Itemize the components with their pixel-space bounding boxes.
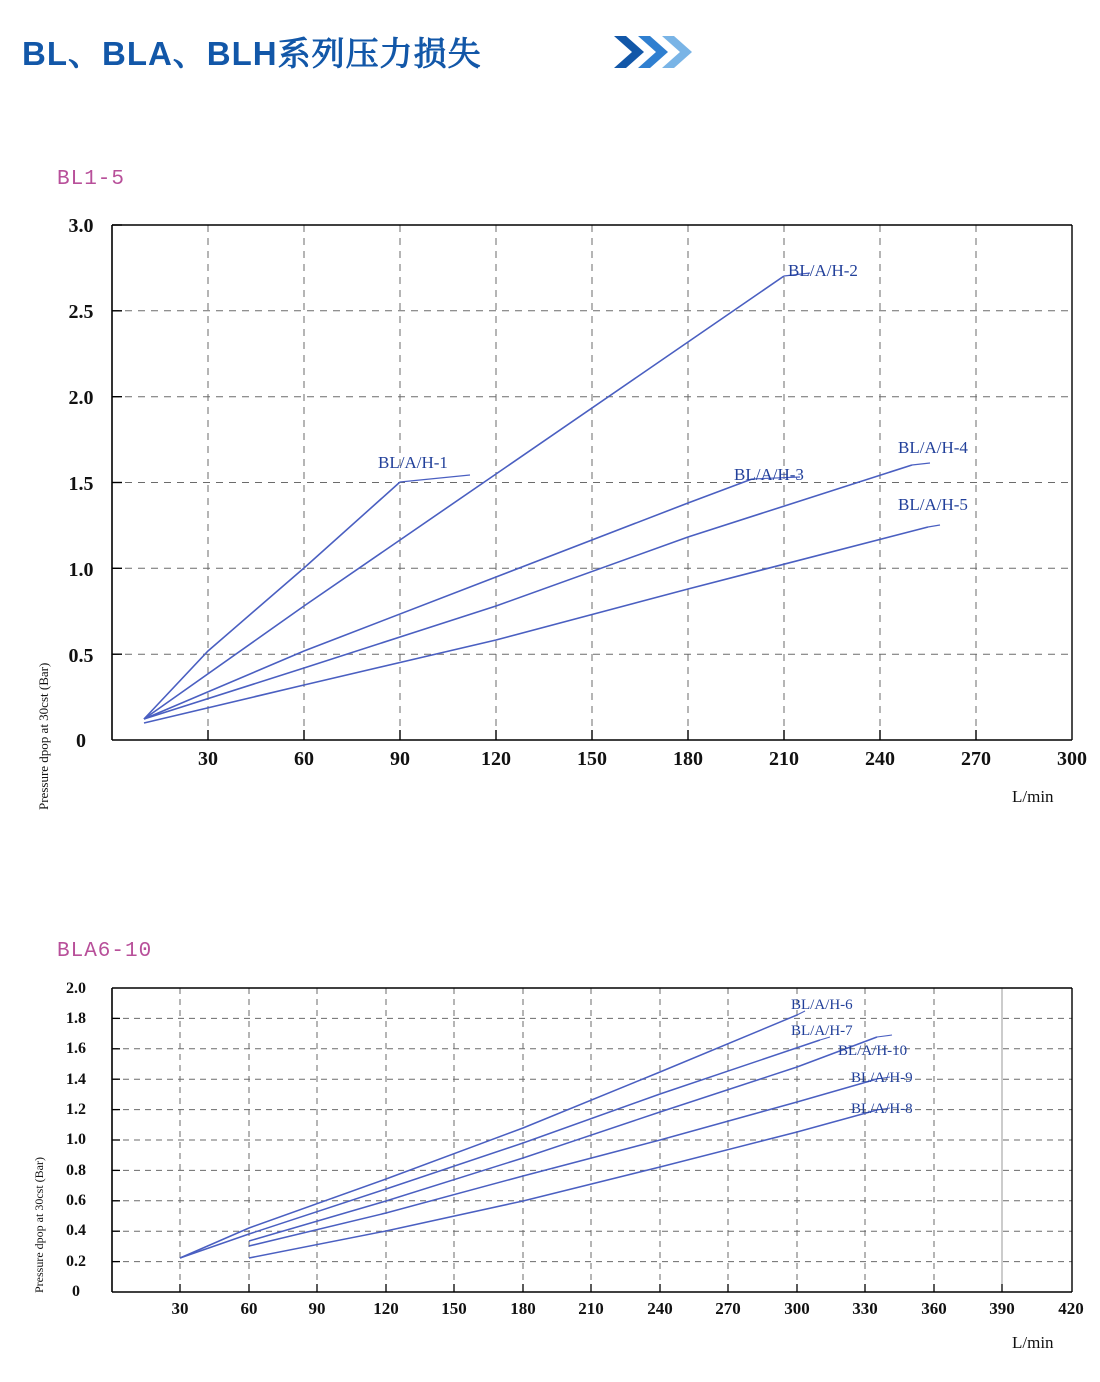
chart-1-ytick-1-0: 1.0 bbox=[68, 559, 94, 581]
chart-2-xtick-60: 60 bbox=[240, 1299, 258, 1318]
chart-1-xlabel: L/min bbox=[1012, 787, 1054, 806]
chart-2-ytick-1-2: 1.2 bbox=[66, 1101, 86, 1118]
chart-2-series-label-10: BL/A/H-10 bbox=[838, 1043, 908, 1059]
chart-1-series-label-2: BL/A/H-2 bbox=[788, 261, 858, 280]
chart-2-xtick-180: 180 bbox=[510, 1299, 536, 1318]
chart-1-xtick-30: 30 bbox=[198, 748, 218, 770]
chart-2-xtick-420: 420 bbox=[1058, 1299, 1084, 1318]
chart-1-title: BL1-5 bbox=[57, 168, 126, 191]
chart-1-xtick-270: 270 bbox=[961, 748, 991, 770]
chart-1-xtick-180: 180 bbox=[673, 748, 703, 770]
chart-1-xtick-120: 120 bbox=[481, 748, 511, 770]
chart-2-xtick-30: 30 bbox=[171, 1299, 189, 1318]
chart-1-ytick-1-5: 1.5 bbox=[68, 473, 94, 495]
chart-2-ytick-0-4: 0.4 bbox=[66, 1222, 86, 1239]
chart-2-xtick-90: 90 bbox=[308, 1299, 326, 1318]
chart-2-ylabel: Pressure dpop at 30cst (Bar) bbox=[32, 1157, 46, 1293]
chart-1-series-label-3: BL/A/H-3 bbox=[734, 465, 804, 484]
page-title: BL、BLA、BLH系列压力损失 bbox=[22, 35, 482, 72]
chart-2-title: BLA6-10 bbox=[57, 940, 153, 963]
chart-2-xtick-210: 210 bbox=[578, 1299, 604, 1318]
chevrons-right-icon bbox=[612, 34, 696, 70]
chart-1-xtick-210: 210 bbox=[769, 748, 799, 770]
chart-2-xtick-150: 150 bbox=[441, 1299, 467, 1318]
chart-2-ytick-1-6: 1.6 bbox=[66, 1040, 86, 1057]
chart-2-ytick-1-0: 1.0 bbox=[66, 1131, 86, 1148]
chart-bl1-5 bbox=[0, 195, 1100, 815]
chart-1-ytick-2-5: 2.5 bbox=[68, 301, 94, 323]
chart-1-ylabel: Pressure dpop at 30cst (Bar) bbox=[36, 662, 51, 810]
chart-1-xtick-240: 240 bbox=[865, 748, 895, 770]
chart-2-xtick-120: 120 bbox=[373, 1299, 399, 1318]
chart-1-ytick-3-0: 3.0 bbox=[68, 215, 94, 237]
chart-2-ytick-0-8: 0.8 bbox=[66, 1162, 86, 1179]
chart-2-series-label-7: BL/A/H-7 bbox=[791, 1023, 853, 1039]
chart-2-xtick-240: 240 bbox=[647, 1299, 673, 1318]
chart-bla6-10 bbox=[0, 975, 1100, 1375]
chart-1-xtick-90: 90 bbox=[390, 748, 410, 770]
chart-2-series-label-8: BL/A/H-8 bbox=[851, 1101, 913, 1117]
chart-2-series-label-6: BL/A/H-6 bbox=[791, 997, 853, 1013]
chart-1-xtick-60: 60 bbox=[294, 748, 314, 770]
chart-2-xtick-360: 360 bbox=[921, 1299, 947, 1318]
chart-2-xtick-330: 330 bbox=[852, 1299, 878, 1318]
chart-2-xtick-300: 300 bbox=[784, 1299, 810, 1318]
chart-2-xtick-270: 270 bbox=[715, 1299, 741, 1318]
chart-2-ytick-0: 0 bbox=[72, 1283, 80, 1300]
chart-1-series-label-5: BL/A/H-5 bbox=[898, 495, 968, 514]
chart-1-series-label-1: BL/A/H-1 bbox=[378, 453, 448, 472]
chart-2-ytick-1-4: 1.4 bbox=[66, 1071, 86, 1088]
chart-1-ytick-2-0: 2.0 bbox=[68, 387, 94, 409]
chart-1-ytick-0-5: 0.5 bbox=[68, 645, 94, 667]
chart-1-xtick-300: 300 bbox=[1057, 748, 1087, 770]
chart-2-ytick-0-2: 0.2 bbox=[66, 1253, 86, 1270]
chart-2-ytick-2-0: 2.0 bbox=[66, 980, 86, 997]
chart-2-ytick-1-8: 1.8 bbox=[66, 1010, 86, 1027]
chart-2-xtick-390: 390 bbox=[989, 1299, 1015, 1318]
chart-2-series-label-9: BL/A/H-9 bbox=[851, 1070, 913, 1086]
chart-2-ytick-0-6: 0.6 bbox=[66, 1192, 86, 1209]
chart-1-xtick-150: 150 bbox=[577, 748, 607, 770]
chart-1-ytick-0: 0 bbox=[76, 730, 86, 752]
chart-1-series-label-4: BL/A/H-4 bbox=[898, 438, 968, 457]
chart-2-xlabel: L/min bbox=[1012, 1333, 1054, 1352]
